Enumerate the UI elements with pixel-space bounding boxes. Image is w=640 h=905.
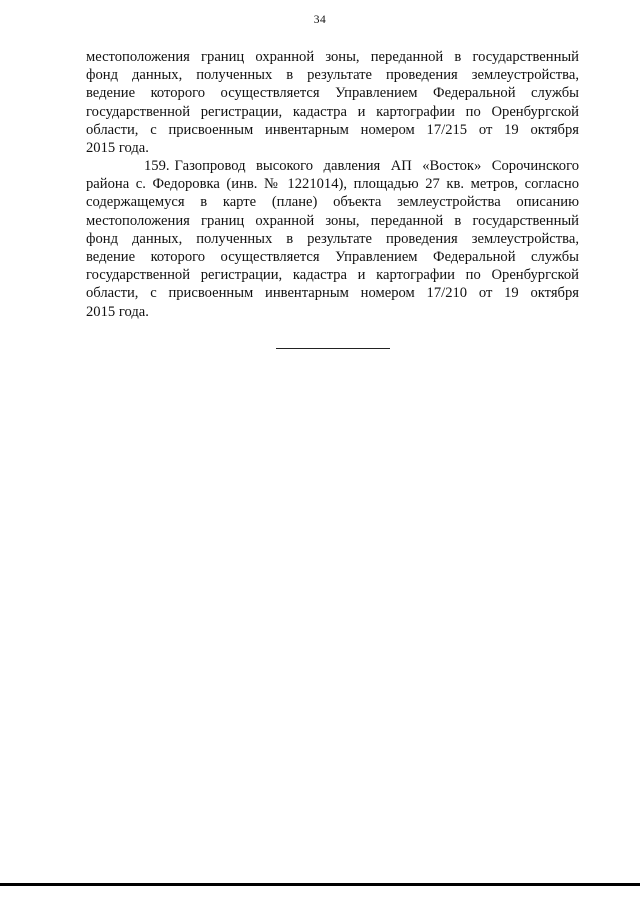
closing-rule (276, 348, 390, 349)
text-line: государственной регистрации, кадастра и картографии по Оренбургской (86, 267, 579, 284)
text-line: ведение которого осуществляется Управлением Федеральной службы (86, 85, 579, 102)
item-first-line-text: Газопровод высокого давления АП «Восток» Сорочинского (174, 158, 579, 174)
text-line: района с. Федоровка (инв. № 1221014), площадью 27 кв. метров, согласно (86, 176, 579, 193)
list-item-159 (86, 157, 579, 321)
text-line: 2015 года. (86, 303, 149, 320)
text-line: области, с присвоенным инвентарным номером 17/215 от 19 октября (86, 121, 579, 138)
text-line: фонд данных, полученных в результате проведения землеустройства, (86, 67, 579, 84)
scan-bottom-border (0, 883, 640, 886)
page-number: 34 (313, 14, 327, 26)
text-line: ведение которого осуществляется Управлением Федеральной службы (86, 248, 579, 265)
text-line: фонд данных, полученных в результате проведения землеустройства, (86, 230, 579, 247)
text-line-first (86, 157, 579, 175)
text-line: государственной регистрации, кадастра и картографии по Оренбургской (86, 103, 579, 120)
text-line: 2015 года. (86, 139, 149, 156)
text-line: содержащемуся в карте (плане) объекта землеустройства описанию (86, 194, 579, 211)
text-line: местоположения границ охранной зоны, переданной в государственный (86, 212, 579, 229)
paragraph-continued (86, 48, 579, 157)
text-line: области, с присвоенным инвентарным номером 17/210 от 19 октября (86, 285, 579, 302)
item-number: 159. (144, 158, 170, 174)
text-line: местоположения границ охранной зоны, переданной в государственный (86, 49, 579, 65)
